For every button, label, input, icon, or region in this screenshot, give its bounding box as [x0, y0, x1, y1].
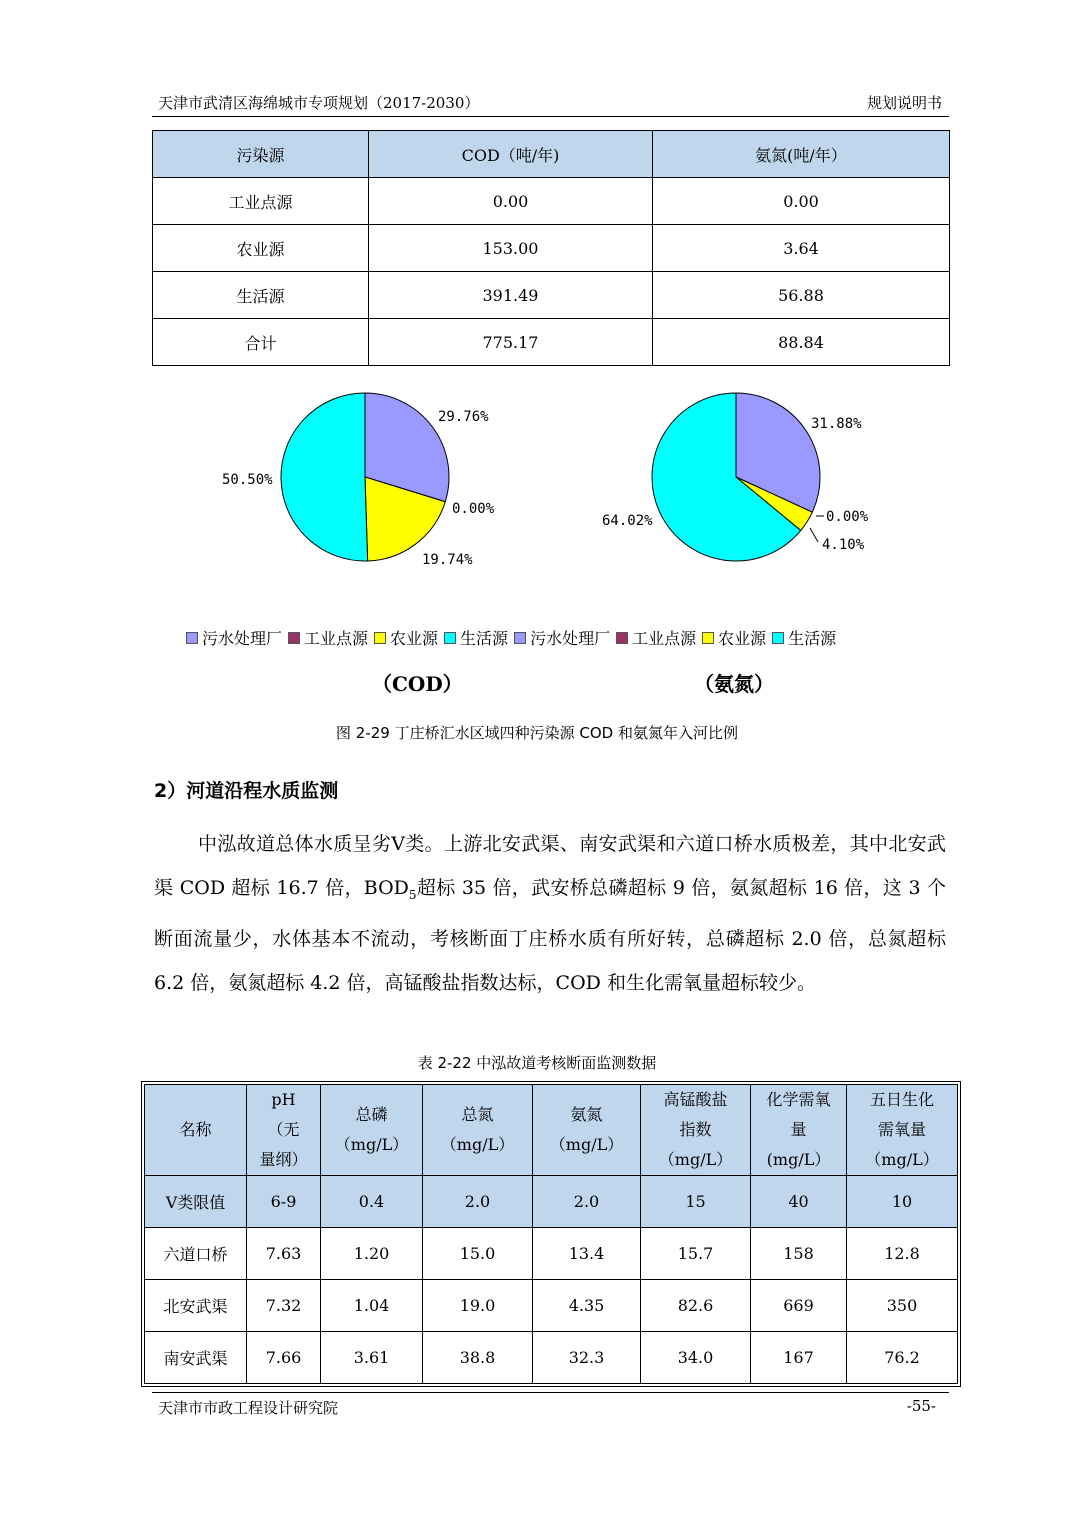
header-cell [247, 1085, 321, 1176]
table-cell: 0.4 [321, 1176, 423, 1228]
legend-label: 农业源 [718, 629, 767, 648]
table-cell: 3.64 [653, 225, 950, 272]
legend-label: 工业点源 [632, 629, 697, 648]
table-cell: 6-9 [247, 1176, 321, 1228]
table-cell: 15.0 [423, 1228, 533, 1280]
header-line: 需氧量 [877, 1120, 926, 1139]
table-cell: 40 [751, 1176, 847, 1228]
header-cell [641, 1085, 751, 1176]
pie-slice [281, 393, 368, 561]
pollution-source-table [152, 130, 950, 366]
table-cell: 76.2 [847, 1332, 958, 1384]
table-cell: 153.00 [369, 225, 653, 272]
legend-swatch [444, 632, 456, 644]
header-cell [321, 1085, 423, 1176]
chart-title-ammonia: （氨氮） [694, 672, 774, 696]
table-cell: 158 [751, 1228, 847, 1280]
table-header-row [145, 1085, 958, 1176]
header-cell [533, 1085, 641, 1176]
data-label: 31.88% [811, 416, 862, 432]
institution-name: 天津市市政工程设计研究院 [158, 1399, 339, 1417]
header-line: 量纲） [259, 1150, 308, 1169]
subscript: 5 [408, 887, 417, 902]
table-cell: 15 [641, 1176, 751, 1228]
table-row [153, 225, 950, 272]
table-cell: 工业点源 [153, 178, 369, 225]
monitoring-table [144, 1084, 958, 1384]
table-cell: Ⅴ类限值 [145, 1176, 247, 1228]
body-paragraph [154, 822, 946, 1005]
data-label: 4.10% [822, 537, 865, 553]
legend-swatch [288, 632, 300, 644]
table-row [153, 178, 950, 225]
table-cell: 34.0 [641, 1332, 751, 1384]
table-row [145, 1280, 958, 1332]
legend-label: 农业源 [390, 629, 439, 648]
table-cell: 合计 [153, 319, 369, 366]
table-cell: 1.04 [321, 1280, 423, 1332]
legend-label: 工业点源 [304, 629, 369, 648]
table-row [153, 319, 950, 366]
legend-label: 生活源 [460, 629, 509, 648]
table-cell: 38.8 [423, 1332, 533, 1384]
footer-divider [152, 1392, 949, 1393]
data-label: 19.74% [422, 552, 473, 568]
header-cell: COD（吨/年) [369, 131, 653, 178]
paragraph-text: 中泓故道总体水质呈劣Ⅴ类。上游北安武渠、南安武渠和六道口桥水质极差，其中北安武渠 COD 超标 16.7 倍，BOD [154, 833, 946, 899]
table-cell: 669 [751, 1280, 847, 1332]
table-cell: 391.49 [369, 272, 653, 319]
header-cell [847, 1085, 958, 1176]
pie-charts [150, 378, 950, 618]
table-cell: 7.66 [247, 1332, 321, 1384]
header-line: 量 [790, 1120, 807, 1139]
data-label: 0.00% [826, 509, 869, 525]
table-cell: 167 [751, 1332, 847, 1384]
legend-swatch [616, 632, 628, 644]
table-cell: 农业源 [153, 225, 369, 272]
legend-label: 污水处理厂 [530, 629, 611, 648]
header-divider [152, 116, 949, 117]
legend-swatch [186, 632, 198, 644]
header-cell [751, 1085, 847, 1176]
table-cell: 19.0 [423, 1280, 533, 1332]
header-line: （无 [267, 1120, 300, 1139]
table-cell: 生活源 [153, 272, 369, 319]
table-cell: 350 [847, 1280, 958, 1332]
table-cell: 0.00 [369, 178, 653, 225]
table-cell: 3.61 [321, 1332, 423, 1384]
data-label: 50.50% [222, 472, 273, 488]
legend-swatch [374, 632, 386, 644]
legend-item [514, 626, 610, 649]
table-cell: 7.63 [247, 1228, 321, 1280]
table-cell: 88.84 [653, 319, 950, 366]
header-cell [145, 1085, 247, 1176]
legend-swatch [772, 632, 784, 644]
legend-label: 生活源 [788, 629, 837, 648]
document-type: 规划说明书 [866, 94, 942, 112]
legend-item [702, 626, 766, 649]
header-line: 名称 [179, 1120, 212, 1139]
header-cell: 氨氮(吨/年） [653, 131, 950, 178]
table-header-row [153, 131, 950, 178]
table-cell: 56.88 [653, 272, 950, 319]
figure-caption: 图 2-29 丁庄桥汇水区域四种污染源 COD 和氨氮年入河比例 [336, 724, 738, 742]
header-line: pH [271, 1090, 296, 1109]
header-line: 五日生化 [869, 1090, 934, 1109]
table-row [145, 1228, 958, 1280]
table-cell: 1.20 [321, 1228, 423, 1280]
header-line: 总氮 [461, 1105, 494, 1124]
header-line: （mg/L） [658, 1150, 733, 1169]
table-cell: 13.4 [533, 1228, 641, 1280]
chart-title-cod: （COD） [372, 672, 463, 696]
table-row [153, 272, 950, 319]
table-cell: 82.6 [641, 1280, 751, 1332]
section-heading: 2）河道沿程水质监测 [154, 780, 339, 802]
header-line: 高锰酸盐 [663, 1090, 728, 1109]
table-cell: 32.3 [533, 1332, 641, 1384]
legend-swatch [514, 632, 526, 644]
leader-line [810, 528, 818, 542]
header-line: 氨氮 [570, 1105, 603, 1124]
table-cell: 775.17 [369, 319, 653, 366]
chart-legend [186, 626, 842, 649]
table-row [145, 1332, 958, 1384]
table-cell: 10 [847, 1176, 958, 1228]
header-line: 化学需氧 [766, 1090, 831, 1109]
data-label: 64.02% [602, 513, 653, 529]
document-title: 天津市武清区海绵城市专项规划（2017-2030） [158, 94, 480, 112]
table-cell: 北安武渠 [145, 1280, 247, 1332]
table-cell: 12.8 [847, 1228, 958, 1280]
header-cell: 污染源 [153, 131, 369, 178]
table-cell: 2.0 [533, 1176, 641, 1228]
table-cell: 4.35 [533, 1280, 641, 1332]
table-caption: 表 2-22 中泓故道考核断面监测数据 [417, 1054, 657, 1072]
header-line: （mg/L） [440, 1135, 515, 1154]
legend-item [186, 626, 282, 649]
table-cell: 2.0 [423, 1176, 533, 1228]
legend-item [616, 626, 696, 649]
legend-item [772, 626, 836, 649]
table-cell: 15.7 [641, 1228, 751, 1280]
header-line: 总磷 [355, 1105, 388, 1124]
legend-label: 污水处理厂 [202, 629, 283, 648]
table-cell: 六道口桥 [145, 1228, 247, 1280]
legend-item [288, 626, 368, 649]
header-cell [423, 1085, 533, 1176]
page-number: -55- [906, 1397, 936, 1415]
header-line: (mg/L） [766, 1150, 831, 1169]
legend-item [374, 626, 438, 649]
header-line: （mg/L） [865, 1150, 939, 1169]
data-label: 29.76% [438, 409, 489, 425]
legend-item [444, 626, 508, 649]
header-line: （mg/L） [334, 1135, 409, 1154]
limit-row [145, 1176, 958, 1228]
table-cell: 0.00 [653, 178, 950, 225]
paragraph-text: 超标 35 倍，武安桥总磷超标 9 倍，氨氮超标 16 倍，这 3 个断面流量少，水体基本不流动，考核断面丁庄桥水质有所好转，总磷超标 2.0 倍，总氮超标 6.2 倍，氨氮超标 4.2 倍，高锰酸盐指数达标，COD 和生化需氧量超标较少。 [154, 877, 946, 994]
data-label: 0.00% [452, 501, 495, 517]
table-cell: 7.32 [247, 1280, 321, 1332]
header-line: 指数 [679, 1120, 712, 1139]
legend-swatch [702, 632, 714, 644]
header-line: （mg/L） [549, 1135, 624, 1154]
table-cell: 南安武渠 [145, 1332, 247, 1384]
